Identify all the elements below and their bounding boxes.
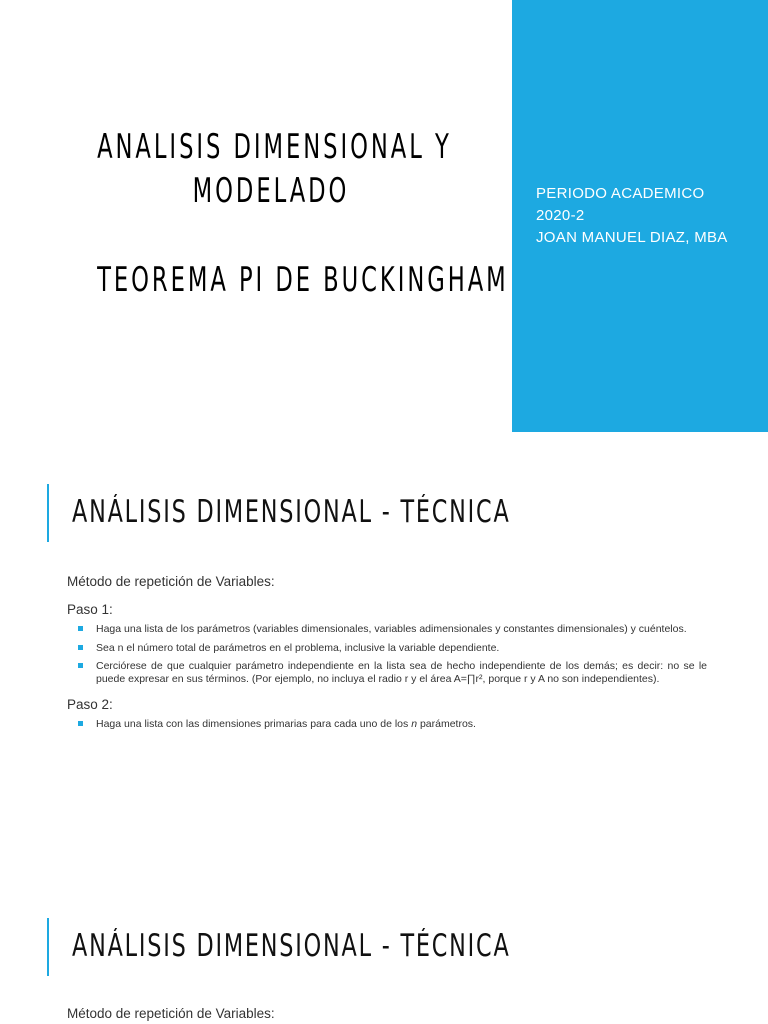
slide3-content [67,1006,707,1021]
title-block [36,125,509,302]
bullet-icon [78,663,83,668]
list-item: Cerciórese de que cualquier parámetro independiente en la lista sea de hecho independiente de los demás; es decir: no se le puede expresar en sus términos. (Por ejemplo, no incluya el radio r y el área A=∏r², porque r y A no son independientes). [67,660,707,685]
author-name: JOAN MANUEL DIAZ, MBA [536,229,728,246]
slide2-title: ANÁLISIS DIMENSIONAL - TÉCNICA [72,494,511,530]
academic-period-label: PERIODO ACADEMICO [536,185,705,202]
bullet-icon [78,645,83,650]
subtitle: TEOREMA PI DE BUCKINGHAM [97,260,509,300]
title-line-2: MODELADO [192,171,350,211]
slide2-content [67,574,707,731]
list-item: Sea n el número total de parámetros en el problema, inclusive la variable dependiente. [67,642,707,655]
list-item: Haga una lista de los parámetros (variables dimensionales, variables adimensionales y constantes dimensionales) y cuéntelos. [67,623,707,636]
title-slide [0,0,768,432]
step1-label: Paso 1: [67,602,113,617]
method-intro: Método de repetición de Variables: [67,574,275,589]
bullet-icon [78,626,83,631]
bullet-icon [78,721,83,726]
accent-bar [47,484,49,542]
accent-bar [47,918,49,976]
title-line-1: ANALISIS DIMENSIONAL Y [97,127,452,167]
step2-label: Paso 2: [67,697,113,712]
step2-list [67,718,707,731]
slide3-title: ANÁLISIS DIMENSIONAL - TÉCNICA [72,928,511,964]
list-item: Haga una lista con las dimensiones primarias para cada uno de los n parámetros. [67,718,707,731]
academic-period-value: 2020-2 [536,207,585,224]
step1-list [67,623,707,685]
panel-text [536,183,728,249]
method-intro: Método de repetición de Variables: [67,1006,275,1021]
info-panel [512,0,768,432]
